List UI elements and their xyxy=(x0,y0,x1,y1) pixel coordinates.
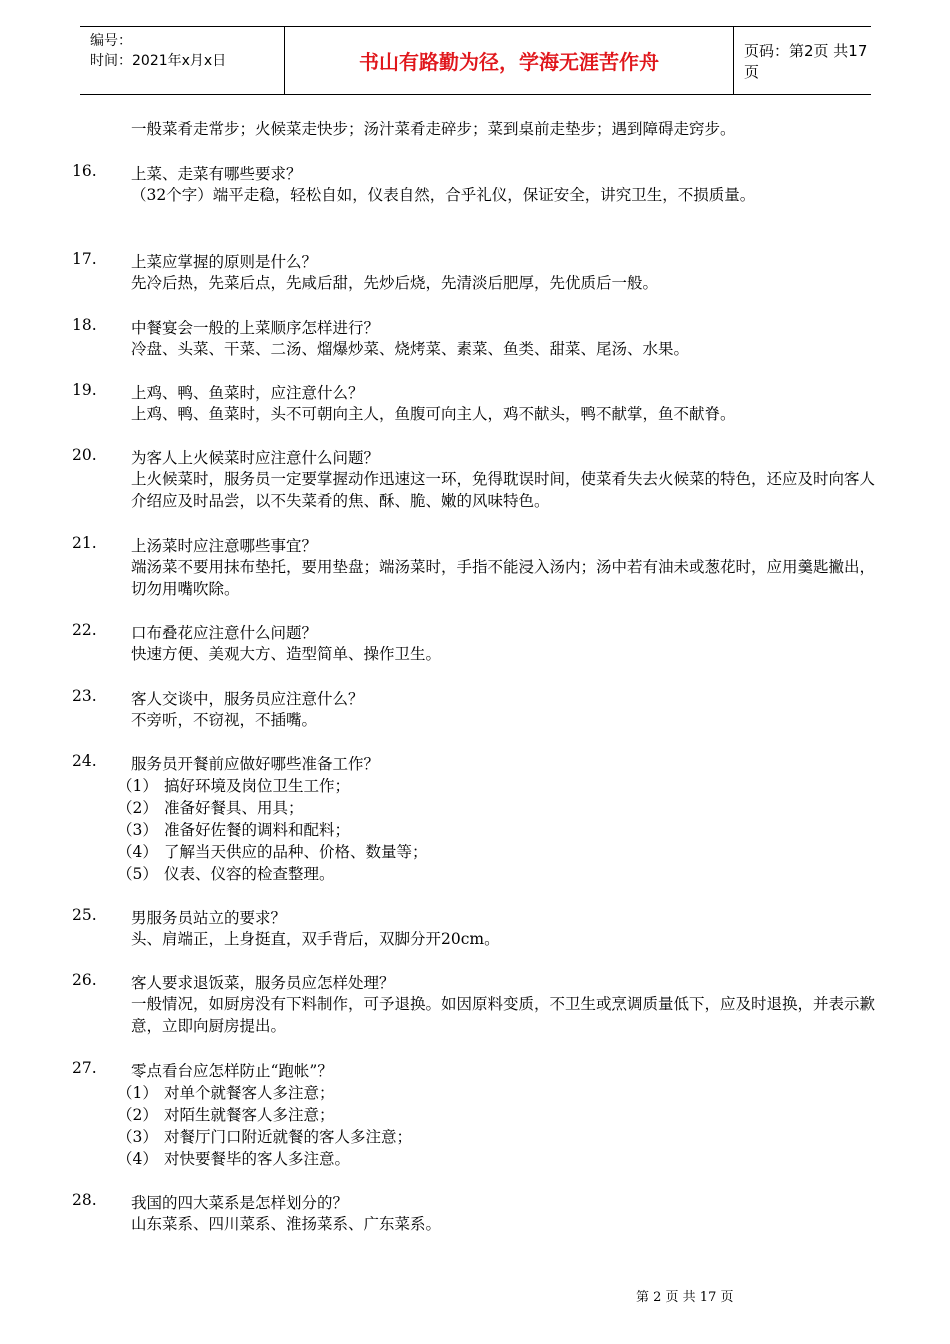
sub-item-number: （1） xyxy=(117,1084,158,1102)
answer-text: 不旁听，不窃视，不插嘴。 xyxy=(131,711,318,729)
sub-item-number: （1） xyxy=(117,777,158,795)
sub-item-text: 仪表、仪容的检查整理。 xyxy=(164,865,335,883)
header-motto: 书山有路勤为径，学海无涯苦作舟 xyxy=(285,27,734,94)
question-number: 22. xyxy=(72,621,97,639)
intro-text: 一般菜肴走常步；火候菜走快步；汤汁菜肴走碎步；菜到桌前走垫步；遇到障碍走窍步。 xyxy=(131,120,736,138)
question-text: 服务员开餐前应做好哪些准备工作？ xyxy=(131,755,380,773)
sub-item-number: （2） xyxy=(117,1106,158,1124)
time-label: 时间：2021年x月x日 xyxy=(90,53,227,69)
answer-text: 山东菜系、四川菜系、淮扬菜系、广东菜系。 xyxy=(131,1215,442,1233)
answer-text: 上火候菜时，服务员一定要掌握动作迅速这一环，免得耽误时间，使菜肴失去火候菜的特色，还应及时向客人介绍应及时品尝，以不失菜肴的焦、酥、脆、嫩的风味特色。 xyxy=(131,470,876,510)
sub-item-number: （3） xyxy=(117,821,158,839)
answer-text: 先冷后热，先菜后点，先咸后甜，先炒后烧，先清淡后肥厚，先优质后一般。 xyxy=(131,274,659,292)
sub-item-number: （4） xyxy=(117,1150,158,1168)
sub-item-text: 准备好餐具、用具； xyxy=(164,799,304,817)
question-text: 上鸡、鸭、鱼菜时，应注意什么？ xyxy=(131,384,364,402)
question-text: 为客人上火候菜时应注意什么问题？ xyxy=(131,449,380,467)
question-number: 24. xyxy=(72,752,97,770)
question-text: 客人要求退饭菜，服务员应怎样处理？ xyxy=(131,974,395,992)
question-text: 零点看台应怎样防止“跑帐”？ xyxy=(131,1062,333,1080)
sub-item-number: （3） xyxy=(117,1128,158,1146)
question-text: 中餐宴会一般的上菜顺序怎样进行？ xyxy=(131,319,380,337)
question-text: 我国的四大菜系是怎样划分的？ xyxy=(131,1194,349,1212)
page-footer: 第 2 页 共 17 页 xyxy=(636,1290,734,1305)
sub-item-number: （2） xyxy=(117,799,158,817)
sub-item-text: 准备好佐餐的调料和配料； xyxy=(164,821,351,839)
question-text: 男服务员站立的要求？ xyxy=(131,909,287,927)
sub-item-number: （4） xyxy=(117,843,158,861)
sub-item-text: 对单个就餐客人多注意； xyxy=(164,1084,335,1102)
question-number: 20. xyxy=(72,446,97,464)
question-number: 21. xyxy=(72,534,97,552)
sub-item-text: 对快要餐毕的客人多注意。 xyxy=(164,1150,351,1168)
sub-item-text: 了解当天供应的品种、价格、数量等； xyxy=(164,843,428,861)
page-header xyxy=(80,26,871,95)
header-page-info: 页码：第2页 共17页 xyxy=(744,41,868,81)
question-number: 26. xyxy=(72,971,97,989)
question-number: 19. xyxy=(72,381,97,399)
sub-item-text: 对餐厅门口附近就餐的客人多注意； xyxy=(164,1128,413,1146)
sub-item-text: 搞好环境及岗位卫生工作； xyxy=(164,777,351,795)
answer-text: （32个字）端平走稳，轻松自如，仪表自然，合乎礼仪，保证安全，讲究卫生，不损质量。 xyxy=(131,186,756,204)
question-number: 16. xyxy=(72,162,97,180)
answer-text: 上鸡、鸭、鱼菜时，头不可朝向主人，鱼腹可向主人，鸡不献头，鸭不献掌，鱼不献脊。 xyxy=(131,405,736,423)
question-text: 上菜应掌握的原则是什么？ xyxy=(131,253,318,271)
answer-text: 头、肩端正，上身挺直，双手背后，双脚分开20cm。 xyxy=(131,930,500,948)
question-text: 客人交谈中，服务员应注意什么？ xyxy=(131,690,364,708)
question-number: 17. xyxy=(72,250,97,268)
question-number: 23. xyxy=(72,687,97,705)
answer-text: 快速方便、美观大方、造型简单、操作卫生。 xyxy=(131,645,442,663)
sub-item-number: （5） xyxy=(117,865,158,883)
question-number: 18. xyxy=(72,316,97,334)
question-text: 口布叠花应注意什么问题？ xyxy=(131,624,318,642)
question-number: 27. xyxy=(72,1059,97,1077)
header-meta xyxy=(80,27,285,94)
question-number: 28. xyxy=(72,1191,97,1209)
number-label: 编号： xyxy=(90,33,132,49)
sub-item-text: 对陌生就餐客人多注意； xyxy=(164,1106,335,1124)
answer-text: 一般情况，如厨房没有下料制作，可予退换。如因原料变质，不卫生或烹调质量低下，应及时退换，并表示歉意，立即向厨房提出。 xyxy=(131,995,876,1035)
question-number: 25. xyxy=(72,906,97,924)
answer-text: 端汤菜不要用抹布垫托，要用垫盘；端汤菜时，手指不能浸入汤内；汤中若有油未或葱花时，应用羹匙撇出，切勿用嘴吹除。 xyxy=(131,558,876,598)
question-text: 上菜、走菜有哪些要求？ xyxy=(131,165,302,183)
question-text: 上汤菜时应注意哪些事宜？ xyxy=(131,537,318,555)
answer-text: 冷盘、头菜、干菜、二汤、熘爆炒菜、烧烤菜、素菜、鱼类、甜菜、尾汤、水果。 xyxy=(131,340,690,358)
